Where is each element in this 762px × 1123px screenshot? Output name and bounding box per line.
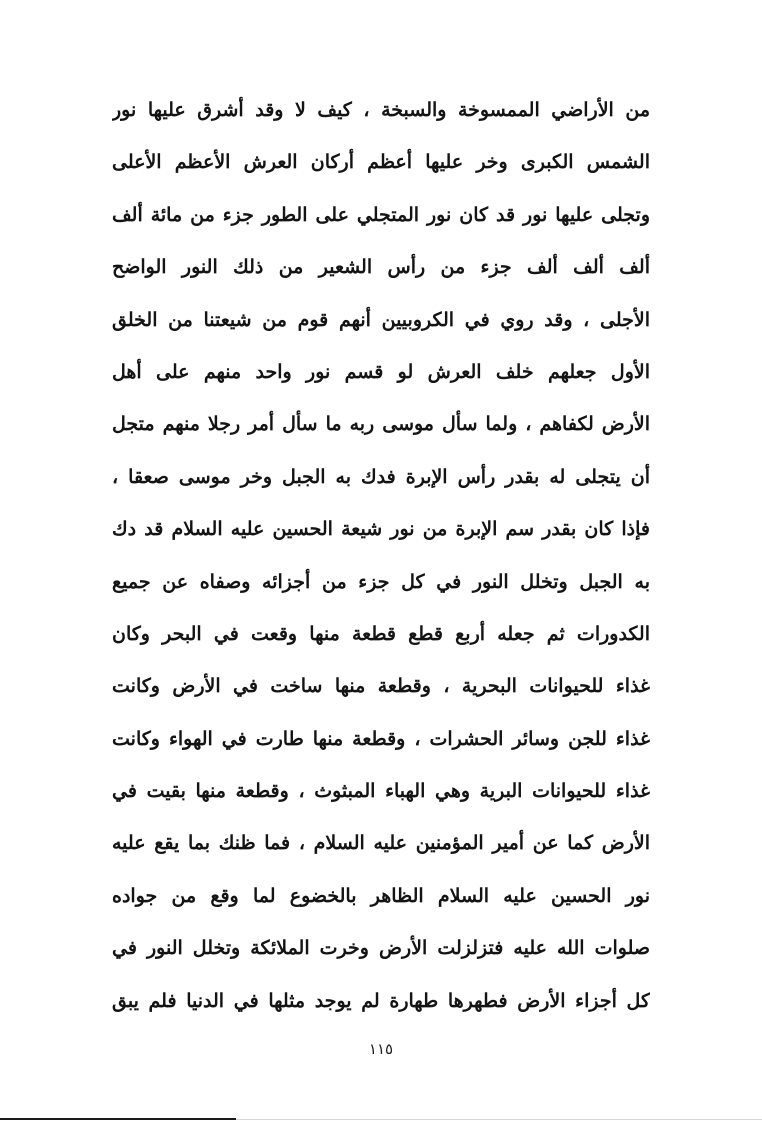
text-line: غذاء للحيوانات البرية وهي الهباء المبثوث ، وقطعة منها بقيت في <box>112 780 650 803</box>
text-line: نور الحسين عليه السلام الظاهر بالخضوع لما وقع من جواده <box>112 884 650 907</box>
text-line: به الجبل وتخلل النور في كل جزء من أجزائه وصفاه عن جميع <box>112 570 650 593</box>
text-line: الأرض كما عن أمير المؤمنين عليه السلام ، فما ظنك بما يقع عليه <box>112 832 650 855</box>
body-text <box>112 84 650 1027</box>
text-line: الشمس الكبرى وخر عليها أعظم أركان العرش الأعظم الأعلى <box>112 151 650 174</box>
text-line: أن يتجلى له بقدر رأس الإبرة فدك به الجبل وخر موسى صعقا ، <box>112 465 650 488</box>
text-line: من الأراضي الممسوخة والسبخة ، كيف لا وقد أشرق عليها نور <box>112 99 650 121</box>
text-line: غذاء للحيوانات البحرية ، وقطعة منها ساخت في الأرض وكانت <box>112 675 650 698</box>
text-line: صلوات الله عليه فتزلزلت الأرض وخرت الملائكة وتخلل النور في <box>112 937 650 960</box>
scan-edge-line-faint <box>236 1119 762 1120</box>
text-line: وتجلى عليها نور قد كان نور المتجلي على الطور جزء من مائة ألف <box>112 203 650 226</box>
text-line: الأول جعلهم خلف العرش لو قسم نور واحد منهم على أهل <box>112 360 650 383</box>
text-line: الأرض لكفاهم ، ولما سأل موسى ربه ما سأل أمر رجلا منهم متجل <box>112 413 650 436</box>
scan-edge-line <box>0 1118 236 1120</box>
text-line: فإذا كان بقدر سم الإبرة من نور شيعة الحسين عليه السلام قد دك <box>112 518 650 541</box>
text-line: الكدورات ثم جعله أربع قطع قطعة منها وقعت في البحر وكان <box>112 622 650 645</box>
text-line: الأجلى ، وقد روي في الكروبيين أنهم قوم من شيعتنا من الخلق <box>112 308 650 331</box>
page-number: ١١٥ <box>368 1040 394 1058</box>
text-line: كل أجزاء الأرض فطهرها طهارة لم يوجد مثلها في الدنيا فلم يبق <box>112 989 650 1012</box>
text-line: ألف ألف ألف جزء من رأس الشعير من ذلك النور الواضح <box>112 256 650 279</box>
text-line: غذاء للجن وسائر الحشرات ، وقطعة منها طارت في الهواء وكانت <box>112 727 650 750</box>
